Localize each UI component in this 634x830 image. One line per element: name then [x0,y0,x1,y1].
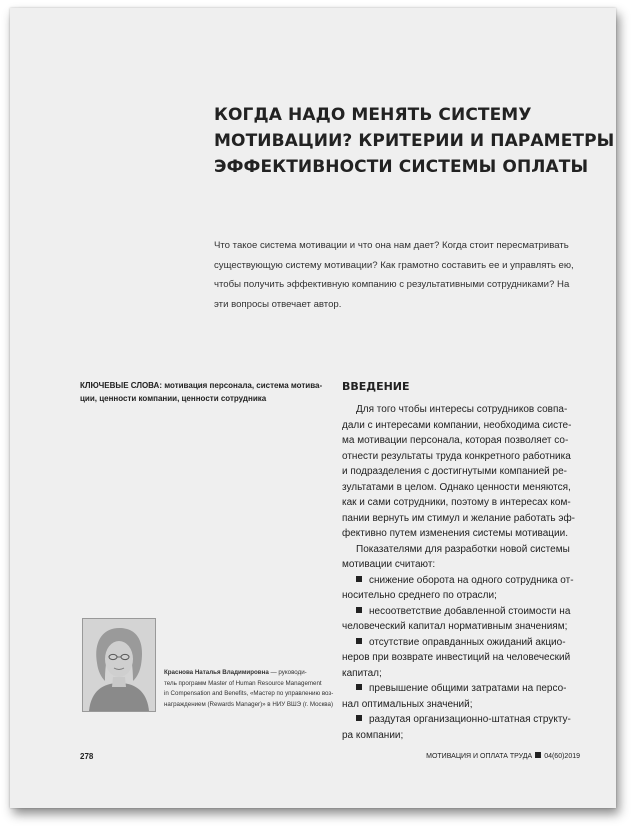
body-line [342,418,602,434]
lead-line: существующую систему мотивации? Как грамотно составить ее и управлять ею, [214,259,574,271]
author-bio-line: награждением (Rewards Manager)» в НИУ ВШЭ (г. Москва) [164,700,334,708]
line-text: и подразделения с достигнутыми компанией ре- [342,466,567,477]
line-text: неров при возврате инвестиций на человеческий [342,652,571,663]
body-line [342,697,602,713]
line-text: снижение оборота на одного сотрудника от- [369,574,574,586]
author-bio-line: — руководи- [268,669,307,676]
line-text: фективно путем изменения системы мотивации. [342,528,568,539]
body-line [342,557,602,573]
keywords [80,379,323,405]
author-bio-line: тель программ Master of Human Resource Management [164,679,322,687]
body-line [342,728,602,744]
line-text: дали с интересами компании, необходима систе- [342,419,572,431]
bullet-item-line [342,635,602,651]
body-line [342,495,602,511]
line-text: мотивации считают: [342,559,436,570]
author-photo [82,618,156,712]
lead-line: эти вопросы отвечает автор. [214,298,342,310]
square-icon [535,752,541,758]
bullet-item-line [342,573,602,589]
author-bio-line: in Compensation and Benefits, «Мастер по управлению воз- [164,690,334,697]
title-line: ЭФФЕКТИВНОСТИ СИСТЕМЫ ОПЛАТЫ [214,157,589,177]
body-line [342,480,602,496]
square-bullet-icon [356,638,362,644]
journal-name: МОТИВАЦИЯ И ОПЛАТА ТРУДА [426,753,533,760]
line-text: раздутая организационно-штатная структу- [369,714,571,725]
page-number: 278 [80,752,94,761]
lead-line: чтобы получить эффективную компанию с результативными сотрудниками? На [214,279,570,290]
line-text: зультатами в целом. Однако ценности меняются, [342,481,571,493]
body-line [342,402,602,418]
line-text: ма мотивации персонала, которая позволяет со- [342,435,569,446]
section-heading: ВВЕДЕНИЕ [342,380,410,393]
square-bullet-icon [356,715,362,721]
lead-line: Что такое система мотивации и что она нам дает? Когда стоит пересматривать [214,240,569,251]
line-text: Для того чтобы интересы сотрудников совпа- [356,404,568,415]
square-bullet-icon [356,607,362,613]
body-line [342,588,602,604]
line-text: ра компании; [342,729,404,741]
journal-page [10,8,616,808]
body-line [342,650,602,666]
bullet-item-line [342,604,602,620]
line-text: носительно среднего по отрасли; [342,590,497,601]
line-text: превышение общими затратами на персо- [369,683,567,694]
bullet-item-line [342,681,602,697]
body-line [342,464,602,480]
body-line [342,433,602,449]
title-line: МОТИВАЦИИ? КРИТЕРИИ И ПАРАМЕТРЫ [214,131,615,151]
body-line [342,526,602,542]
square-bullet-icon [356,576,362,582]
line-text: отнести результаты труда конкретного работника [342,450,571,462]
line-text: человеческий капитал нормативным значениям; [342,621,568,632]
portrait-image [83,619,155,711]
journal-issue: 04(60)2019 [544,753,580,760]
keywords-line: ции, ценности компании, ценности сотрудника [80,394,267,403]
line-text: пании вернуть им стимул и желание работать эф- [342,512,576,524]
article-lead [214,236,604,314]
square-bullet-icon [356,684,362,690]
line-text: нал оптимальных значений; [342,698,473,710]
body-line [342,666,602,682]
line-text: отсутствие оправданных ожиданий акцио- [369,636,566,648]
author-name: Краснова Наталья Владимировна [164,669,269,676]
line-text: Показателями для разработки новой системы [356,543,570,555]
author-info [164,668,334,710]
line-text: капитал; [342,667,382,679]
journal-footer [426,752,580,760]
body-line [342,511,602,527]
article-title [214,102,615,180]
body-text [342,402,602,743]
body-line [342,542,602,558]
keywords-line: КЛЮЧЕВЫЕ СЛОВА: мотивация персонала, система мотива- [80,381,323,390]
bullet-item-line [342,712,602,728]
line-text: несоответствие добавленной стоимости на [369,605,571,617]
body-line [342,619,602,635]
body-line [342,449,602,465]
line-text: как и сами сотрудники, поэтому в интересах ком- [342,497,571,508]
title-line: КОГДА НАДО МЕНЯТЬ СИСТЕМУ [214,105,532,125]
